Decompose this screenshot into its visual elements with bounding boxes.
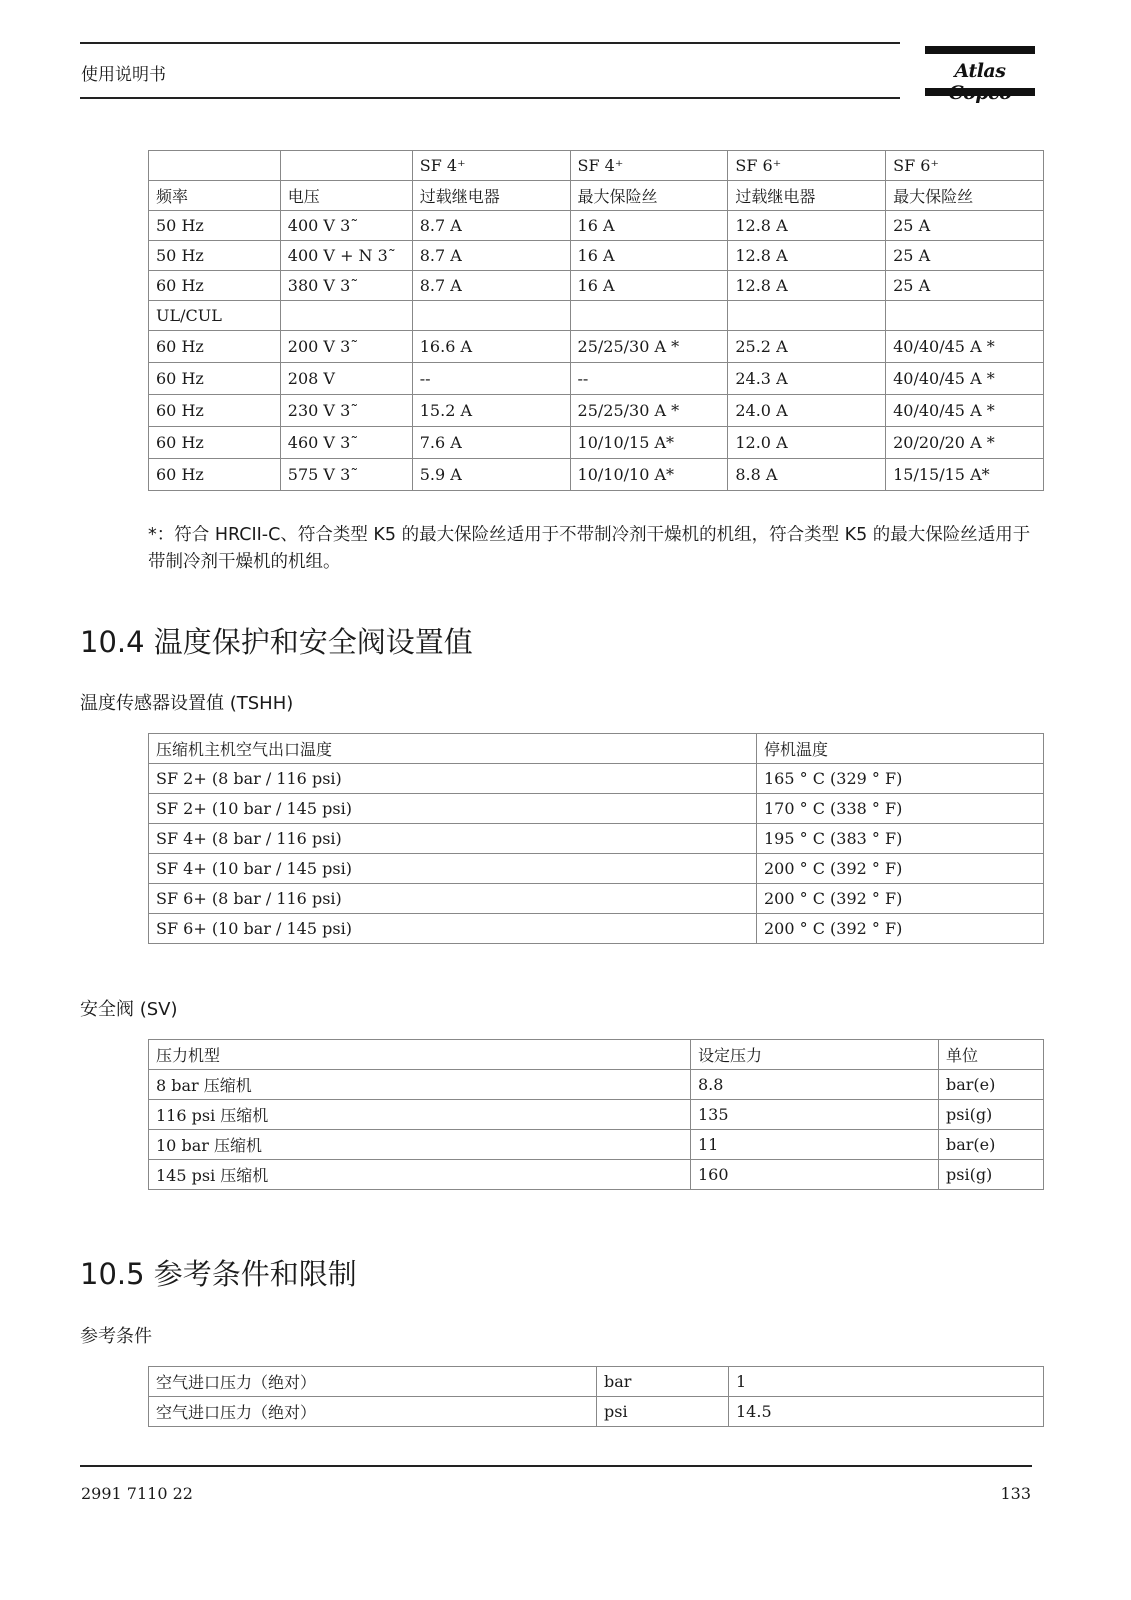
table-cell: 60 Hz: [149, 395, 281, 427]
table-cell: 8.7 A: [412, 241, 570, 271]
table-cell: 24.3 A: [728, 363, 886, 395]
table-cell: 380 V 3˜: [280, 271, 412, 301]
table-cell: [280, 301, 412, 331]
table-cell: psi: [597, 1397, 729, 1427]
table-cell: 8.8 A: [728, 459, 886, 491]
table-cell: psi(g): [939, 1160, 1044, 1190]
table-cell: 460 V 3˜: [280, 427, 412, 459]
table-cell: 170 ° C (338 ° F): [757, 794, 1044, 824]
table-row: [149, 1397, 1044, 1427]
table-row: [149, 331, 1044, 363]
table-cell: 200 ° C (392 ° F): [757, 854, 1044, 884]
table-row: [149, 914, 1044, 944]
table-cell: 5.9 A: [412, 459, 570, 491]
table-header-cell: 最大保险丝: [570, 181, 728, 211]
table-cell: psi(g): [939, 1100, 1044, 1130]
table-row: [149, 241, 1044, 271]
table-row: [149, 1070, 1044, 1100]
table-header-cell: 过载继电器: [412, 181, 570, 211]
table-cell: 575 V 3˜: [280, 459, 412, 491]
table-cell: 40/40/45 A *: [886, 331, 1044, 363]
table-cell: 60 Hz: [149, 331, 281, 363]
table-cell: bar: [597, 1367, 729, 1397]
table-cell: 10/10/10 A*: [570, 459, 728, 491]
table-cell: 25.2 A: [728, 331, 886, 363]
table-cell: 40/40/45 A *: [886, 395, 1044, 427]
table-cell: 60 Hz: [149, 271, 281, 301]
table-row: [149, 459, 1044, 491]
table-row: [149, 824, 1044, 854]
table-cell: [412, 301, 570, 331]
table-cell: 12.8 A: [728, 211, 886, 241]
table-header-cell: SF 4⁺: [570, 151, 728, 181]
table-cell: [570, 301, 728, 331]
table-cell: 20/20/20 A *: [886, 427, 1044, 459]
table-cell: SF 2+ (8 bar / 116 psi): [149, 764, 757, 794]
table-cell: 60 Hz: [149, 427, 281, 459]
table-header-cell: 停机温度: [757, 734, 1044, 764]
table-cell: 12.8 A: [728, 271, 886, 301]
table-cell: 208 V: [280, 363, 412, 395]
table-cell: 1: [729, 1367, 1044, 1397]
table-row: [149, 764, 1044, 794]
table-header-row: [149, 734, 1044, 764]
table-row: [149, 395, 1044, 427]
table-cell: 116 psi 压缩机: [149, 1100, 691, 1130]
table-row: [149, 301, 1044, 331]
table-header-cell: 设定压力: [691, 1040, 939, 1070]
table-cell: SF 6+ (8 bar / 116 psi): [149, 884, 757, 914]
table-row: [149, 1160, 1044, 1190]
table-cell: 135: [691, 1100, 939, 1130]
table-header-cell: 单位: [939, 1040, 1044, 1070]
safety-valve-table: [148, 1039, 1044, 1190]
table-header-cell: 电压: [280, 181, 412, 211]
table-cell: 16.6 A: [412, 331, 570, 363]
table-cell: 60 Hz: [149, 459, 281, 491]
table-row: [149, 1130, 1044, 1160]
table-cell: 400 V 3˜: [280, 211, 412, 241]
table-row: [149, 854, 1044, 884]
table-cell: 8 bar 压缩机: [149, 1070, 691, 1100]
document-title: 使用说明书: [81, 65, 166, 85]
table-cell: 50 Hz: [149, 241, 281, 271]
table-cell: 8.7 A: [412, 211, 570, 241]
fuse-table: [148, 150, 1044, 491]
reference-conditions-table: [148, 1366, 1044, 1427]
table-cell: 160: [691, 1160, 939, 1190]
table-cell: 14.5: [729, 1397, 1044, 1427]
table-cell: 25/25/30 A *: [570, 395, 728, 427]
table-cell: 195 ° C (383 ° F): [757, 824, 1044, 854]
table-cell: 25 A: [886, 211, 1044, 241]
footnote: *：符合 HRCII-C、符合类型 K5 的最大保险丝适用于不带制冷剂干燥机的机组，符合类型 K5 的最大保险丝适用于带制冷剂干燥机的机组。: [148, 525, 1031, 572]
footer-rule: [80, 1465, 1032, 1467]
table-cell: 16 A: [570, 241, 728, 271]
table-header-cell: [280, 151, 412, 181]
atlas-copco-logo: [925, 46, 1035, 100]
table-row: [149, 211, 1044, 241]
table-cell: 24.0 A: [728, 395, 886, 427]
table-row: [149, 363, 1044, 395]
table-cell: 空气进口压力（绝对）: [149, 1397, 597, 1427]
table-cell: 8.7 A: [412, 271, 570, 301]
logo-text: Atlas: [954, 60, 1006, 82]
table-row: [149, 271, 1044, 301]
header-rule-bottom: [80, 97, 900, 99]
table-cell: SF 6+ (10 bar / 145 psi): [149, 914, 757, 944]
table-cell: 8.8: [691, 1070, 939, 1100]
table-cell: 11: [691, 1130, 939, 1160]
tshh-table: [148, 733, 1044, 944]
table-cell: SF 4+ (8 bar / 116 psi): [149, 824, 757, 854]
table-cell: 200 ° C (392 ° F): [757, 914, 1044, 944]
table-cell: [728, 301, 886, 331]
table-header-cell: [149, 151, 281, 181]
table-cell: 12.8 A: [728, 241, 886, 271]
table-cell: --: [570, 363, 728, 395]
section-10-5-title: 10.5 参考条件和限制: [80, 1257, 357, 1291]
table-cell: 400 V + N 3˜: [280, 241, 412, 271]
table-row: [149, 1367, 1044, 1397]
table-cell: UL/CUL: [149, 301, 281, 331]
table-cell: 7.6 A: [412, 427, 570, 459]
table-cell: 25 A: [886, 271, 1044, 301]
table-cell: SF 4+ (10 bar / 145 psi): [149, 854, 757, 884]
table-cell: 40/40/45 A *: [886, 363, 1044, 395]
document-number: 2991 7110 22: [81, 1484, 193, 1503]
table-cell: 15.2 A: [412, 395, 570, 427]
table-cell: 145 psi 压缩机: [149, 1160, 691, 1190]
header-rule-top: [80, 42, 900, 44]
table-row: [149, 794, 1044, 824]
table-cell: 200 ° C (392 ° F): [757, 884, 1044, 914]
table-row: [149, 1100, 1044, 1130]
table-header-cell: SF 4⁺: [412, 151, 570, 181]
table-header-cell: 最大保险丝: [886, 181, 1044, 211]
section-10-4-title: 10.4 温度保护和安全阀设置值: [80, 625, 473, 659]
table-cell: bar(e): [939, 1070, 1044, 1100]
page-number: 133: [1000, 1484, 1031, 1503]
table-cell: 10 bar 压缩机: [149, 1130, 691, 1160]
table-header-row: [149, 181, 1044, 211]
table-cell: 60 Hz: [149, 363, 281, 395]
table-cell: 16 A: [570, 271, 728, 301]
table-header-cell: 过载继电器: [728, 181, 886, 211]
table-row: [149, 884, 1044, 914]
table-cell: [886, 301, 1044, 331]
table-header-cell: SF 6⁺: [886, 151, 1044, 181]
table-cell: 50 Hz: [149, 211, 281, 241]
table-cell: 空气进口压力（绝对）: [149, 1367, 597, 1397]
table-cell: 15/15/15 A*: [886, 459, 1044, 491]
table-header-cell: SF 6⁺: [728, 151, 886, 181]
table-cell: 10/10/15 A*: [570, 427, 728, 459]
table-row: [149, 427, 1044, 459]
tshh-heading: 温度传感器设置值 (TSHH): [80, 693, 294, 714]
table-header-cell: 压缩机主机空气出口温度: [149, 734, 757, 764]
table-cell: 200 V 3˜: [280, 331, 412, 363]
table-cell: 165 ° C (329 ° F): [757, 764, 1044, 794]
table-header-row: [149, 1040, 1044, 1070]
table-cell: SF 2+ (10 bar / 145 psi): [149, 794, 757, 824]
table-cell: 16 A: [570, 211, 728, 241]
table-cell: 230 V 3˜: [280, 395, 412, 427]
table-cell: 25/25/30 A *: [570, 331, 728, 363]
table-cell: 12.0 A: [728, 427, 886, 459]
table-header-cell: 频率: [149, 181, 281, 211]
table-cell: --: [412, 363, 570, 395]
table-cell: bar(e): [939, 1130, 1044, 1160]
table-group-row: [149, 151, 1044, 181]
reference-conditions-heading: 参考条件: [80, 1326, 152, 1347]
table-header-cell: 压力机型: [149, 1040, 691, 1070]
sv-heading: 安全阀 (SV): [80, 999, 178, 1020]
table-cell: 25 A: [886, 241, 1044, 271]
